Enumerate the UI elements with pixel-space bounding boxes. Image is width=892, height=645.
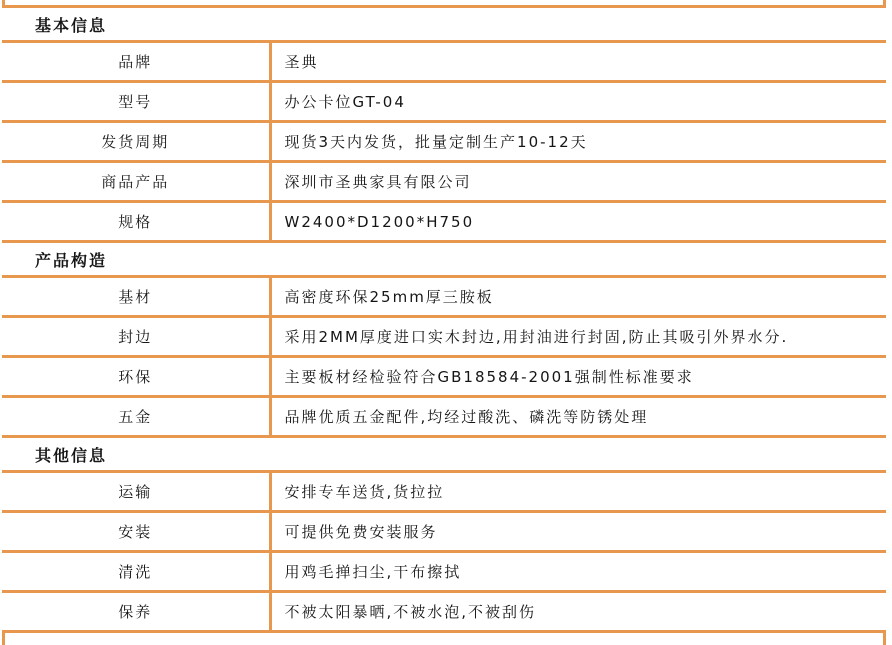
spec-label: 商品产品 xyxy=(2,162,270,202)
section-header-row xyxy=(2,7,886,42)
table-row xyxy=(2,317,886,357)
spec-label: 型号 xyxy=(2,82,270,122)
spec-value: 采用2MM厚度进口实木封边,用封油进行封固,防止其吸引外界水分. xyxy=(270,317,886,357)
spec-value: 品牌优质五金配件,均经过酸洗、磷洗等防锈处理 xyxy=(270,397,886,437)
section-title: 其他信息 xyxy=(2,437,886,472)
spec-value: W2400*D1200*H750 xyxy=(270,202,886,242)
table-row xyxy=(2,397,886,437)
spec-label: 安装 xyxy=(2,512,270,552)
table-row xyxy=(2,122,886,162)
spec-label: 规格 xyxy=(2,202,270,242)
spec-value: 主要板材经检验符合GB18584-2001强制性标准要求 xyxy=(270,357,886,397)
spec-value: 现货3天内发货，批量定制生产10-12天 xyxy=(270,122,886,162)
spec-label: 保养 xyxy=(2,592,270,632)
section-header-row xyxy=(2,437,886,472)
spec-value: 圣典 xyxy=(270,42,886,82)
spec-value: 高密度环保25mm厚三胺板 xyxy=(270,277,886,317)
table-row xyxy=(2,162,886,202)
spec-label: 运输 xyxy=(2,472,270,512)
spec-label: 五金 xyxy=(2,397,270,437)
table-row xyxy=(2,592,886,632)
spec-label: 环保 xyxy=(2,357,270,397)
table-row xyxy=(2,277,886,317)
spec-value: 不被太阳暴晒,不被水泡,不被刮伤 xyxy=(270,592,886,632)
spec-value: 可提供免费安装服务 xyxy=(270,512,886,552)
table-row xyxy=(2,42,886,82)
spec-value: 安排专车送货,货拉拉 xyxy=(270,472,886,512)
table-row xyxy=(2,82,886,122)
spec-label: 品牌 xyxy=(2,42,270,82)
table-row xyxy=(2,472,886,512)
section-title: 产品构造 xyxy=(2,242,886,277)
section-header-row xyxy=(2,242,886,277)
spec-value: 办公卡位GT-04 xyxy=(270,82,886,122)
spec-label: 发货周期 xyxy=(2,122,270,162)
spec-value: 深圳市圣典家具有限公司 xyxy=(270,162,886,202)
spec-label: 基材 xyxy=(2,277,270,317)
table-row xyxy=(2,512,886,552)
spec-label: 封边 xyxy=(2,317,270,357)
table-row xyxy=(2,357,886,397)
spec-value: 用鸡毛掸扫尘,干布擦拭 xyxy=(270,552,886,592)
section-title: 基本信息 xyxy=(2,7,886,42)
table-row xyxy=(2,202,886,242)
product-spec-table xyxy=(2,5,886,633)
spec-label: 清洗 xyxy=(2,552,270,592)
table-row xyxy=(2,552,886,592)
